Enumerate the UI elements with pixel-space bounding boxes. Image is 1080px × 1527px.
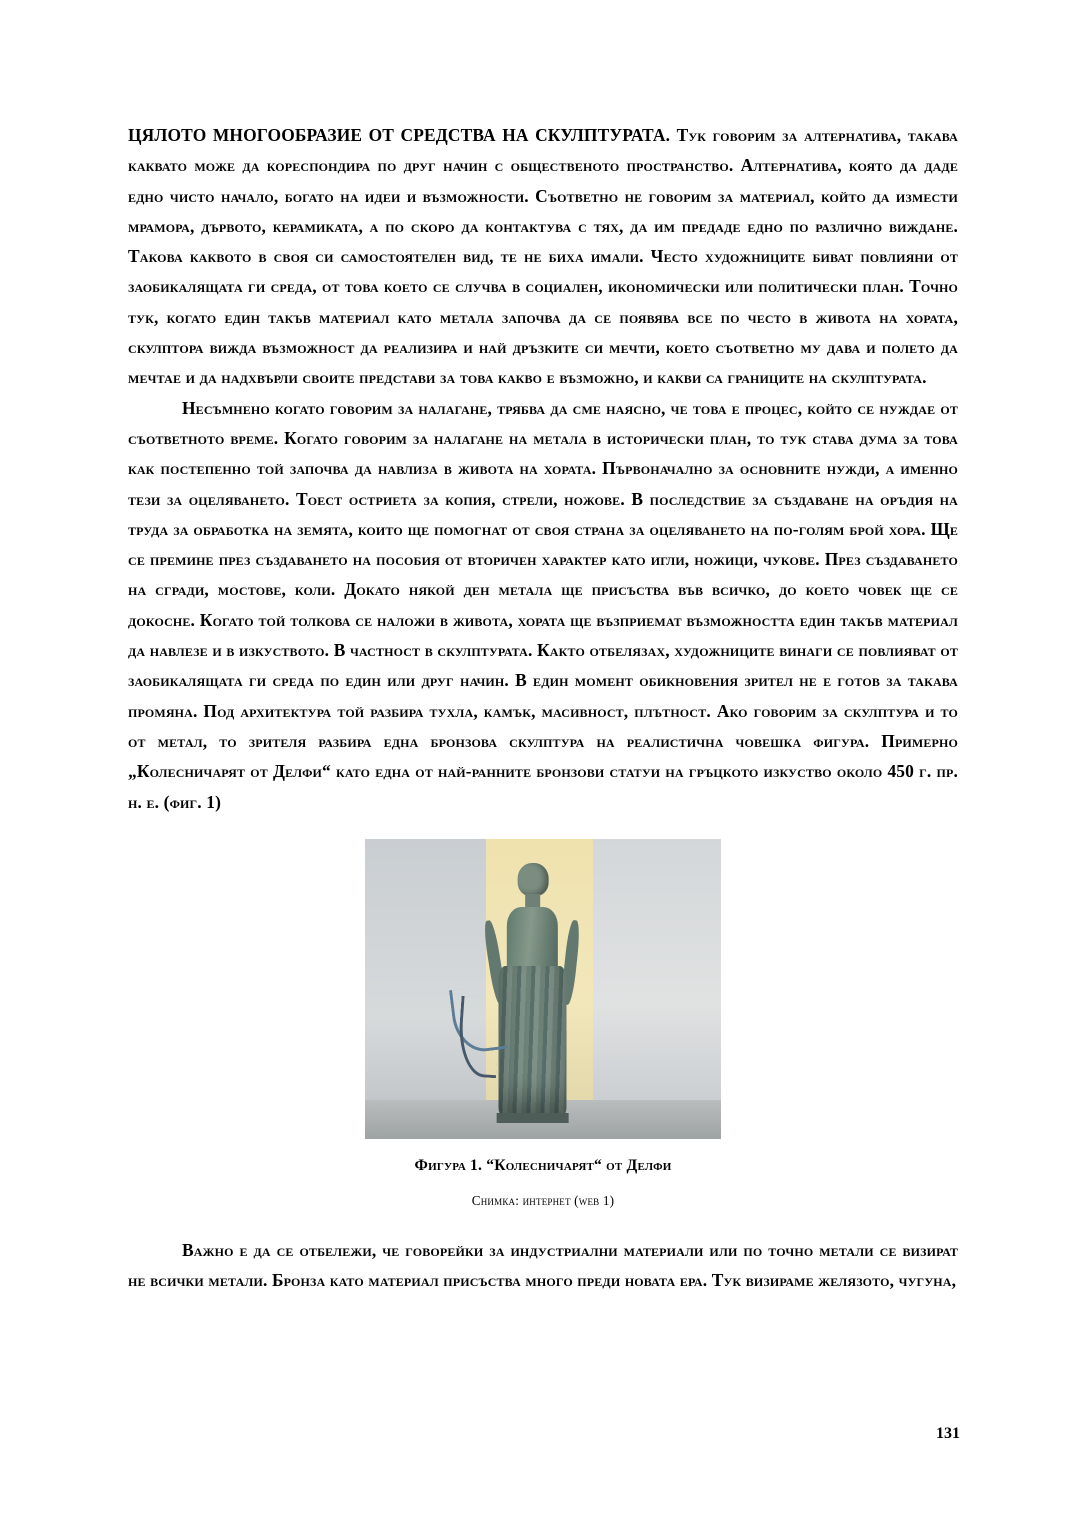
figure-block xyxy=(128,839,958,1209)
body-paragraph-3: Важно е да се отбележи, че говорейки за индустриални материали или по точно метали се визират не всички метали. Бронза като материал присъства много преди новата ера. Тук визираме желязото, чугуна, xyxy=(128,1239,958,1291)
photo-wall-right xyxy=(593,839,721,1139)
body-paragraph-1: ЦЯЛОТО МНОГООБРАЗИЕ ОТ СРЕДСТВА НА СКУЛПТУРАТА. Тук говорим за алтернатива, такава каквато може да кореспондира по друг начин с общественото пространство. Алтернатива, която да даде едно чисто начало, богато на идеи и възможности. Съответно не говорим за материал, който да измести мрамора, дървото, керамиката, а по скоро да контактува с тях, да им предаде едно по различно виждане. Такова каквото в своя си самостоятелен вид, те не биха имали. Често художниците биват повлияни от заобикалящата ги среда, от това което се случва в социален, икономически или политически план. Точно тук, когато един такъв материал като метала започва да се появява все по често в живота на хората, скулптора вижда възможност да реализира и най дръзките си мечти, което съответно му дава и полето да мечтае и да надхвърли своите представи за това какво е възможно, и какви са границите на скулптурата. xyxy=(128,125,958,388)
figure-caption: Фигура 1. “Колесничарят“ от Делфи xyxy=(414,1156,672,1174)
page-content xyxy=(128,120,958,1295)
statue-base xyxy=(496,1113,568,1123)
statue-robe xyxy=(498,966,566,1116)
figure-source: Снимка: интернет (web 1) xyxy=(471,1192,615,1208)
statue-head xyxy=(517,863,548,897)
photo-statue xyxy=(486,863,579,1121)
body-paragraph-2: Несъмнено когато говорим за налагане, трябва да сме наясно, че това е процес, който се нуждае от съответното време. Когато говорим за налагане на метала в исторически план, то тук става дума за това как постепенно той започва да навлиза в живота на хората. Първоначално за основните нужди, а именно тези за оцеляването. Тоест остриета за копия, стрели, ножове. В последствие за създаване на оръдия на труда за обработка на земята, които ще помогнат от своя страна за оцеляването на по-голям брой хора. Ще се премине през създаването на пособия от вторичен характер като игли, ножици, чукове. През създаването на сгради, мостове, коли. Докато някой ден метала ще присъства във всичко, до което човек ще се докосне. Когато той толкова се наложи в живота, хората ще възприемат възможността един такъв материал да навлезе и в изкуството. В частност в скулптурата. Както отбелязах, художниците винаги се повлияват от заобикалящата ги среда по един или друг начин. В един момент обикновения зрител не е готов за такава промяна. Под архитектура той разбира тухла, камък, масивност, плътност. Ако говорим за скулптура и то от метал, то зрителя разбира една бронзова скулптура на реалистична човешка фигура. Примерно „Колесничарят от Делфи“ като една от най-ранните бронзови статуи на гръцкото изкуство около 450 г. пр. н. е. (фиг. 1) xyxy=(128,397,958,812)
statue-torso xyxy=(506,907,558,974)
page-number: 131 xyxy=(936,1425,960,1442)
figure-image-charioteer-of-delphi xyxy=(365,839,721,1139)
